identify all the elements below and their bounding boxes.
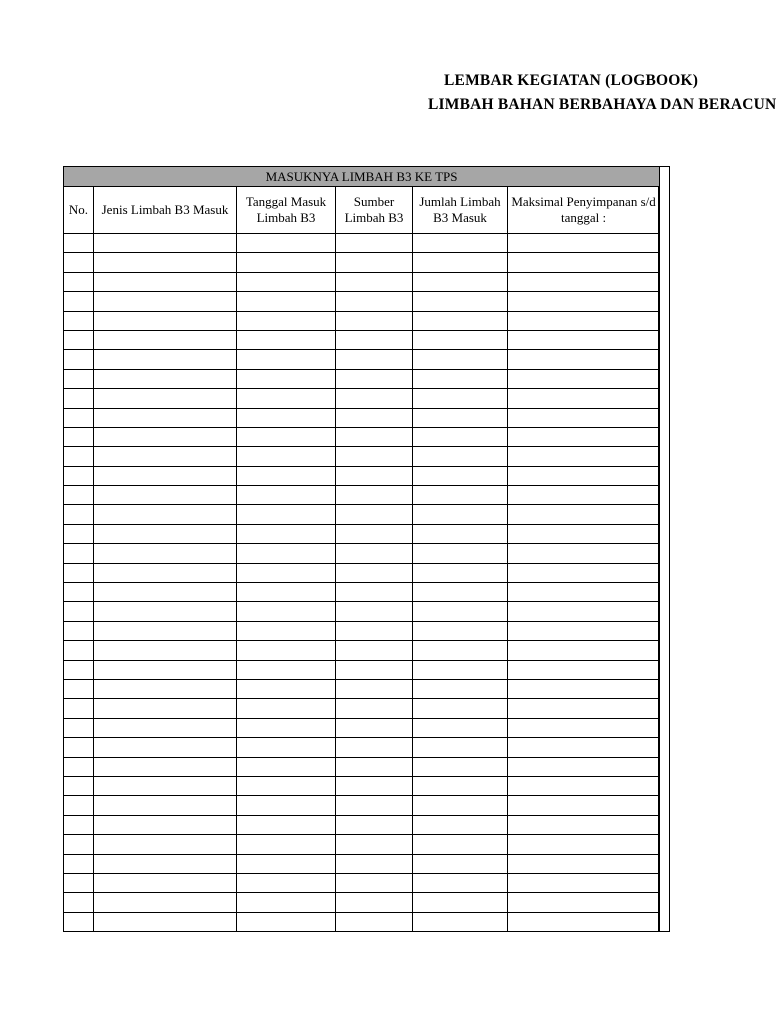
table-cell[interactable]	[336, 447, 413, 466]
table-cell[interactable]	[94, 641, 237, 660]
table-row	[64, 447, 660, 466]
table-row	[64, 893, 660, 912]
table-cell[interactable]	[64, 621, 94, 640]
table-cell[interactable]	[64, 776, 94, 795]
table-cell[interactable]	[94, 699, 237, 718]
logbook-table	[63, 166, 660, 932]
table-cell[interactable]	[413, 253, 508, 272]
table-cell[interactable]	[64, 854, 94, 873]
table-row	[64, 815, 660, 834]
table-cell[interactable]	[94, 912, 237, 931]
table-row	[64, 563, 660, 582]
table-cell[interactable]	[336, 621, 413, 640]
table-cell[interactable]	[336, 350, 413, 369]
table-cell[interactable]	[508, 641, 660, 660]
table-cell[interactable]	[64, 292, 94, 311]
table-cell[interactable]	[94, 544, 237, 563]
table-cell[interactable]	[94, 563, 237, 582]
table-row	[64, 699, 660, 718]
table-cell[interactable]	[413, 893, 508, 912]
table-cell[interactable]	[237, 466, 336, 485]
table-cell[interactable]	[64, 486, 94, 505]
table-cell[interactable]	[64, 408, 94, 427]
table-cell[interactable]	[508, 893, 660, 912]
table-cell[interactable]	[413, 776, 508, 795]
table-cell[interactable]	[237, 330, 336, 349]
table-row	[64, 292, 660, 311]
table-cell[interactable]	[94, 718, 237, 737]
table-cell[interactable]	[508, 912, 660, 931]
table-cell[interactable]	[94, 524, 237, 543]
table-cell[interactable]	[64, 873, 94, 892]
table-row	[64, 679, 660, 698]
table-cell[interactable]	[508, 563, 660, 582]
table-cell[interactable]	[508, 466, 660, 485]
table-cell[interactable]	[508, 699, 660, 718]
table-cell[interactable]	[336, 524, 413, 543]
table-row	[64, 912, 660, 931]
table-row	[64, 583, 660, 602]
table-cell[interactable]	[237, 486, 336, 505]
table-cell[interactable]	[64, 272, 94, 291]
table-cell[interactable]	[64, 912, 94, 931]
table-cell[interactable]	[237, 660, 336, 679]
table-row	[64, 311, 660, 330]
table-row	[64, 505, 660, 524]
table-cell[interactable]	[336, 738, 413, 757]
table-cell[interactable]	[64, 641, 94, 660]
table-row	[64, 660, 660, 679]
table-row	[64, 253, 660, 272]
table-cell[interactable]	[336, 854, 413, 873]
table-cell[interactable]	[64, 544, 94, 563]
table-cell[interactable]	[336, 234, 413, 253]
table-cell[interactable]	[413, 369, 508, 388]
table-cell[interactable]	[64, 505, 94, 524]
table-cell[interactable]	[336, 389, 413, 408]
table-cell[interactable]	[64, 524, 94, 543]
table-cell[interactable]	[508, 292, 660, 311]
table-cell[interactable]	[336, 679, 413, 698]
table-row	[64, 524, 660, 543]
table-cell[interactable]	[336, 815, 413, 834]
table-cell[interactable]	[94, 447, 237, 466]
table-cell[interactable]	[94, 796, 237, 815]
table-row	[64, 272, 660, 291]
table-cell[interactable]	[413, 854, 508, 873]
table-cell[interactable]	[237, 679, 336, 698]
table-row	[64, 738, 660, 757]
table-cell[interactable]	[508, 796, 660, 815]
table-cell[interactable]	[508, 776, 660, 795]
table-cell[interactable]	[94, 311, 237, 330]
table-cell[interactable]	[64, 757, 94, 776]
table-cell[interactable]	[508, 350, 660, 369]
table-cell[interactable]	[413, 718, 508, 737]
table-row	[64, 621, 660, 640]
table-cell[interactable]	[94, 505, 237, 524]
table-cell[interactable]	[94, 486, 237, 505]
table-cell[interactable]	[336, 641, 413, 660]
table-cell[interactable]	[64, 447, 94, 466]
table-cell[interactable]	[237, 389, 336, 408]
table-row	[64, 854, 660, 873]
table-cell[interactable]	[64, 369, 94, 388]
table-cell[interactable]	[64, 679, 94, 698]
table-cell[interactable]	[94, 776, 237, 795]
table-cell[interactable]	[508, 602, 660, 621]
table-cell[interactable]	[237, 796, 336, 815]
table-cell[interactable]	[508, 835, 660, 854]
table-cell[interactable]	[413, 660, 508, 679]
table-cell[interactable]	[413, 311, 508, 330]
table-cell[interactable]	[336, 408, 413, 427]
table-cell[interactable]	[508, 427, 660, 446]
table-cell[interactable]	[413, 815, 508, 834]
table-cell[interactable]	[94, 660, 237, 679]
table-row	[64, 873, 660, 892]
table-cell[interactable]	[64, 718, 94, 737]
table-cell[interactable]	[508, 505, 660, 524]
table-cell[interactable]	[413, 602, 508, 621]
table-row	[64, 835, 660, 854]
table-cell[interactable]	[508, 524, 660, 543]
table-cell[interactable]	[237, 272, 336, 291]
table-cell[interactable]	[64, 815, 94, 834]
table-cell[interactable]	[336, 311, 413, 330]
table-cell[interactable]	[64, 893, 94, 912]
table-cell[interactable]	[508, 660, 660, 679]
table-cell[interactable]	[336, 835, 413, 854]
table-cell[interactable]	[413, 873, 508, 892]
table-cell[interactable]	[94, 389, 237, 408]
table-cell[interactable]	[508, 272, 660, 291]
table-cell[interactable]	[237, 641, 336, 660]
table-cell[interactable]	[237, 253, 336, 272]
table-cell[interactable]	[237, 427, 336, 446]
column-header-sumber: Sumber Limbah B3	[336, 187, 413, 234]
table-row	[64, 602, 660, 621]
table-cell[interactable]	[94, 835, 237, 854]
table-cell[interactable]	[508, 583, 660, 602]
table-cell[interactable]	[413, 679, 508, 698]
table-cell[interactable]	[508, 757, 660, 776]
table-cell[interactable]	[336, 369, 413, 388]
table-cell[interactable]	[237, 350, 336, 369]
table-row	[64, 486, 660, 505]
table-cell[interactable]	[413, 272, 508, 291]
table-cell[interactable]	[237, 873, 336, 892]
table-row	[64, 427, 660, 446]
table-cell[interactable]	[508, 486, 660, 505]
table-cell[interactable]	[336, 912, 413, 931]
table-cell[interactable]	[237, 602, 336, 621]
table-cell[interactable]	[336, 699, 413, 718]
table-cell[interactable]	[237, 893, 336, 912]
table-cell[interactable]	[237, 757, 336, 776]
table-cell[interactable]	[94, 369, 237, 388]
table-row	[64, 389, 660, 408]
table-row	[64, 408, 660, 427]
table-cell[interactable]	[413, 447, 508, 466]
table-cell[interactable]	[237, 776, 336, 795]
document-title-line2: LIMBAH BAHAN BERBAHAYA DAN BERACUN	[428, 96, 776, 113]
table-cell[interactable]	[64, 563, 94, 582]
table-cell[interactable]	[336, 873, 413, 892]
table-cell[interactable]	[508, 311, 660, 330]
table-cell[interactable]	[413, 234, 508, 253]
table-row	[64, 796, 660, 815]
table-row	[64, 776, 660, 795]
table-cell[interactable]	[336, 330, 413, 349]
table-banner: MASUKNYA LIMBAH B3 KE TPS	[64, 167, 660, 187]
table-cell[interactable]	[94, 253, 237, 272]
table-cell[interactable]	[237, 408, 336, 427]
table-cell[interactable]	[413, 757, 508, 776]
table-cell[interactable]	[413, 738, 508, 757]
table-cell[interactable]	[64, 330, 94, 349]
table-cell[interactable]	[64, 466, 94, 485]
table-cell[interactable]	[237, 524, 336, 543]
table-cell[interactable]	[237, 234, 336, 253]
table-cell[interactable]	[237, 699, 336, 718]
table-cell[interactable]	[336, 292, 413, 311]
table-cell[interactable]	[413, 292, 508, 311]
table-cell[interactable]	[413, 350, 508, 369]
table-cell[interactable]	[237, 621, 336, 640]
document-title-line1: LEMBAR KEGIATAN (LOGBOOK)	[444, 72, 699, 89]
table-row	[64, 330, 660, 349]
table-row	[64, 757, 660, 776]
table-cell[interactable]	[336, 544, 413, 563]
column-header-no: No.	[64, 187, 94, 234]
table-cell[interactable]	[413, 466, 508, 485]
table-banner-row	[64, 167, 660, 187]
table-cell[interactable]	[64, 427, 94, 446]
table-cell[interactable]	[508, 679, 660, 698]
table-cell[interactable]	[336, 776, 413, 795]
table-cell[interactable]	[413, 641, 508, 660]
table-cell[interactable]	[508, 873, 660, 892]
table-header-row	[64, 187, 660, 234]
table-cell[interactable]	[413, 408, 508, 427]
table-cell[interactable]	[237, 854, 336, 873]
table-cell[interactable]	[94, 679, 237, 698]
table-row	[64, 350, 660, 369]
table-cell[interactable]	[237, 447, 336, 466]
table-cell[interactable]	[336, 757, 413, 776]
table-cell[interactable]	[336, 253, 413, 272]
table-cell[interactable]	[237, 718, 336, 737]
table-cell[interactable]	[94, 466, 237, 485]
table-cell[interactable]	[237, 583, 336, 602]
table-cell[interactable]	[64, 738, 94, 757]
table-cell[interactable]	[64, 583, 94, 602]
table-cell[interactable]	[237, 835, 336, 854]
table-cell[interactable]	[508, 369, 660, 388]
table-cell[interactable]	[413, 699, 508, 718]
table-cell[interactable]	[237, 505, 336, 524]
table-cell[interactable]	[508, 738, 660, 757]
table-cell[interactable]	[94, 602, 237, 621]
table-row	[64, 466, 660, 485]
table-cell[interactable]	[508, 621, 660, 640]
table-cell[interactable]	[336, 563, 413, 582]
table-cell[interactable]	[413, 583, 508, 602]
table-cell[interactable]	[94, 621, 237, 640]
table-body	[64, 234, 660, 932]
table-cell[interactable]	[94, 815, 237, 834]
table-cell[interactable]	[64, 602, 94, 621]
table-cell[interactable]	[64, 234, 94, 253]
table-cell[interactable]	[64, 699, 94, 718]
table-cell[interactable]	[413, 389, 508, 408]
table-cell[interactable]	[336, 466, 413, 485]
table-cell[interactable]	[237, 738, 336, 757]
table-cell[interactable]	[413, 912, 508, 931]
table-cell[interactable]	[508, 330, 660, 349]
table-cell[interactable]	[508, 854, 660, 873]
column-header-jenis: Jenis Limbah B3 Masuk	[94, 187, 237, 234]
table-cell[interactable]	[64, 253, 94, 272]
table-cell[interactable]	[237, 369, 336, 388]
table-cell[interactable]	[94, 893, 237, 912]
table-cell[interactable]	[336, 660, 413, 679]
table-cell[interactable]	[94, 350, 237, 369]
table-cell[interactable]	[94, 292, 237, 311]
table-cell[interactable]	[64, 350, 94, 369]
table-cell[interactable]	[336, 427, 413, 446]
table-cell[interactable]	[94, 738, 237, 757]
table-cell[interactable]	[64, 389, 94, 408]
table-cell[interactable]	[237, 912, 336, 931]
column-header-tanggal: Tanggal Masuk Limbah B3	[237, 187, 336, 234]
table-cell[interactable]	[413, 563, 508, 582]
table-cell[interactable]	[508, 253, 660, 272]
table-cell[interactable]	[336, 796, 413, 815]
table-cell[interactable]	[336, 602, 413, 621]
table-cell[interactable]	[413, 621, 508, 640]
table-cell[interactable]	[508, 718, 660, 737]
table-cell[interactable]	[237, 563, 336, 582]
title-block	[0, 70, 776, 130]
table-row	[64, 234, 660, 253]
table-cell[interactable]	[64, 796, 94, 815]
table-cell[interactable]	[336, 893, 413, 912]
table-cell[interactable]	[508, 234, 660, 253]
table-cell[interactable]	[237, 544, 336, 563]
table-cell[interactable]	[413, 524, 508, 543]
table-cell[interactable]	[413, 427, 508, 446]
table-cell[interactable]	[237, 311, 336, 330]
table-cell[interactable]	[336, 718, 413, 737]
table-cell[interactable]	[336, 505, 413, 524]
table-cell[interactable]	[336, 583, 413, 602]
table-cell[interactable]	[413, 835, 508, 854]
table-cell[interactable]	[336, 486, 413, 505]
table-cell[interactable]	[94, 427, 237, 446]
table-row	[64, 369, 660, 388]
table-cell[interactable]	[237, 815, 336, 834]
column-header-maksimal: Maksimal Penyimpanan s/d tanggal :	[508, 187, 660, 234]
table-cell[interactable]	[413, 330, 508, 349]
table-cell[interactable]	[94, 408, 237, 427]
table-cell[interactable]	[413, 544, 508, 563]
table-cell[interactable]	[508, 447, 660, 466]
column-header-jumlah: Jumlah Limbah B3 Masuk	[413, 187, 508, 234]
table-cell[interactable]	[508, 389, 660, 408]
table-cell[interactable]	[413, 486, 508, 505]
table-cell[interactable]	[64, 311, 94, 330]
table-cell[interactable]	[94, 854, 237, 873]
table-cell[interactable]	[94, 234, 237, 253]
table-cell[interactable]	[508, 408, 660, 427]
table-cell[interactable]	[94, 330, 237, 349]
table-row	[64, 718, 660, 737]
table-cell[interactable]	[94, 272, 237, 291]
table-cell[interactable]	[336, 272, 413, 291]
table-cell[interactable]	[237, 292, 336, 311]
table-cell[interactable]	[64, 835, 94, 854]
table-cell[interactable]	[94, 873, 237, 892]
table-cell[interactable]	[413, 505, 508, 524]
table-cell[interactable]	[413, 796, 508, 815]
table-cell[interactable]	[94, 583, 237, 602]
table-cell[interactable]	[508, 815, 660, 834]
table-cell[interactable]	[94, 757, 237, 776]
table-cell[interactable]	[508, 544, 660, 563]
table-row	[64, 641, 660, 660]
table-row	[64, 544, 660, 563]
table-cell[interactable]	[64, 660, 94, 679]
